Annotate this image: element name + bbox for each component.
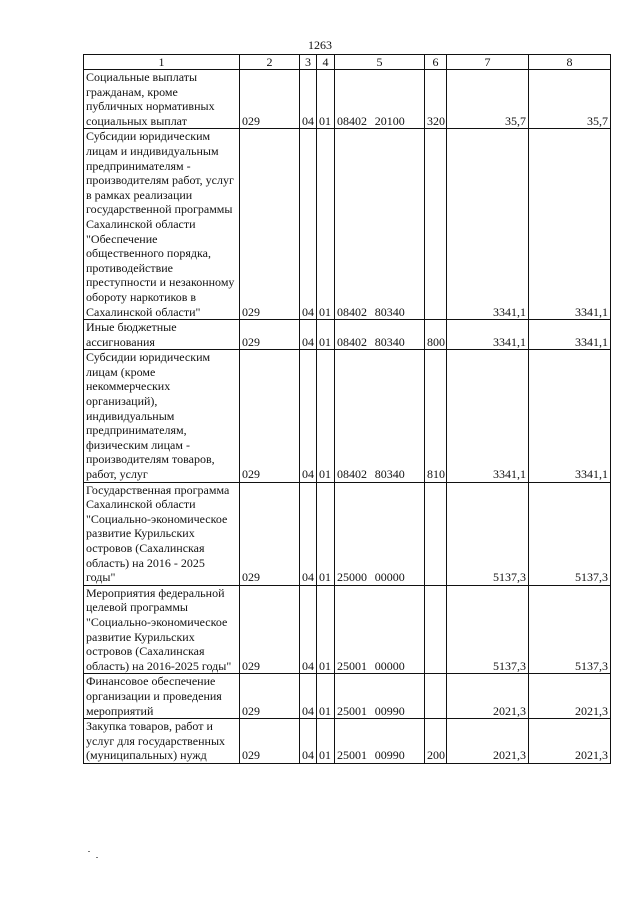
row-c5-cell: 08402 80340 bbox=[335, 350, 425, 482]
row-c7-cell: 3341,1 bbox=[447, 320, 529, 350]
row-c5-cell: 08402 80340 bbox=[335, 129, 425, 320]
scan-speck bbox=[88, 851, 90, 852]
row-name-cell: Государственная программа Сахалинской области "Социально-экономическое развитие Курильских островов (Сахалинская область) на 2016 - 2025 годы" bbox=[84, 482, 240, 585]
column-header: 3 bbox=[300, 55, 317, 70]
page-number: 1263 bbox=[308, 38, 332, 52]
row-c6-cell bbox=[425, 585, 447, 674]
row-c4-cell: 01 bbox=[317, 70, 335, 129]
row-c8-cell: 5137,3 bbox=[529, 585, 611, 674]
row-c2-cell: 029 bbox=[240, 482, 300, 585]
row-c5-cell: 08402 80340 bbox=[335, 320, 425, 350]
table-row bbox=[84, 70, 611, 129]
row-c2-cell: 029 bbox=[240, 320, 300, 350]
row-c3-cell: 04 bbox=[300, 70, 317, 129]
row-c3-cell: 04 bbox=[300, 482, 317, 585]
column-header: 5 bbox=[335, 55, 425, 70]
row-c2-cell: 029 bbox=[240, 129, 300, 320]
column-header: 7 bbox=[447, 55, 529, 70]
row-c4-cell: 01 bbox=[317, 674, 335, 719]
row-c8-cell: 3341,1 bbox=[529, 129, 611, 320]
row-name-cell: Субсидии юридическим лицам и индивидуальным предпринимателям - производителям работ, услуг в рамках реализации государственной программы Сахалинской области "Обеспечение общественного порядка, противодействие преступности и незаконному обороту наркотиков в Сахалинской области" bbox=[84, 129, 240, 320]
row-name-cell: Финансовое обеспечение организации и проведения мероприятий bbox=[84, 674, 240, 719]
row-c8-cell: 3341,1 bbox=[529, 320, 611, 350]
row-c3-cell: 04 bbox=[300, 674, 317, 719]
scan-speck bbox=[96, 857, 98, 858]
row-c8-cell: 2021,3 bbox=[529, 674, 611, 719]
row-c4-cell: 01 bbox=[317, 350, 335, 482]
column-header: 6 bbox=[425, 55, 447, 70]
column-header: 1 bbox=[84, 55, 240, 70]
row-c7-cell: 3341,1 bbox=[447, 350, 529, 482]
row-c6-cell bbox=[425, 482, 447, 585]
row-c6-cell bbox=[425, 129, 447, 320]
row-c8-cell: 5137,3 bbox=[529, 482, 611, 585]
table-row bbox=[84, 129, 611, 320]
row-c2-cell: 029 bbox=[240, 70, 300, 129]
column-header: 8 bbox=[529, 55, 611, 70]
row-c5-cell: 25000 00000 bbox=[335, 482, 425, 585]
table-row bbox=[84, 585, 611, 674]
row-c2-cell: 029 bbox=[240, 674, 300, 719]
table-row bbox=[84, 350, 611, 482]
row-c6-cell: 800 bbox=[425, 320, 447, 350]
row-c3-cell: 04 bbox=[300, 350, 317, 482]
row-c4-cell: 01 bbox=[317, 320, 335, 350]
table-row bbox=[84, 719, 611, 764]
row-name-cell: Иные бюджетные ассигнования bbox=[84, 320, 240, 350]
row-c5-cell: 25001 00990 bbox=[335, 674, 425, 719]
row-c5-cell: 25001 00000 bbox=[335, 585, 425, 674]
row-c7-cell: 5137,3 bbox=[447, 585, 529, 674]
row-c2-cell: 029 bbox=[240, 585, 300, 674]
table-row bbox=[84, 320, 611, 350]
column-header: 2 bbox=[240, 55, 300, 70]
row-c7-cell: 35,7 bbox=[447, 70, 529, 129]
row-c7-cell: 2021,3 bbox=[447, 674, 529, 719]
row-c4-cell: 01 bbox=[317, 585, 335, 674]
row-c8-cell: 2021,3 bbox=[529, 719, 611, 764]
row-c6-cell bbox=[425, 674, 447, 719]
row-c7-cell: 3341,1 bbox=[447, 129, 529, 320]
row-name-cell: Социальные выплаты гражданам, кроме публичных нормативных социальных выплат bbox=[84, 70, 240, 129]
row-c3-cell: 04 bbox=[300, 585, 317, 674]
row-c4-cell: 01 bbox=[317, 482, 335, 585]
table-row bbox=[84, 674, 611, 719]
row-c4-cell: 01 bbox=[317, 129, 335, 320]
table-row bbox=[84, 482, 611, 585]
row-name-cell: Субсидии юридическим лицам (кроме некоммерческих организаций), индивидуальным предпринимателям, физическим лицам - производителям товаров, работ, услуг bbox=[84, 350, 240, 482]
row-name-cell: Мероприятия федеральной целевой программы "Социально-экономическое развитие Курильских островов (Сахалинская область) на 2016-2025 годы" bbox=[84, 585, 240, 674]
budget-table bbox=[83, 54, 611, 764]
row-c3-cell: 04 bbox=[300, 320, 317, 350]
table-header-row bbox=[84, 55, 611, 70]
row-c7-cell: 2021,3 bbox=[447, 719, 529, 764]
row-c8-cell: 3341,1 bbox=[529, 350, 611, 482]
row-c6-cell: 320 bbox=[425, 70, 447, 129]
row-c3-cell: 04 bbox=[300, 719, 317, 764]
row-c7-cell: 5137,3 bbox=[447, 482, 529, 585]
row-c2-cell: 029 bbox=[240, 350, 300, 482]
column-header: 4 bbox=[317, 55, 335, 70]
row-name-cell: Закупка товаров, работ и услуг для государственных (муниципальных) нужд bbox=[84, 719, 240, 764]
row-c5-cell: 08402 20100 bbox=[335, 70, 425, 129]
row-c2-cell: 029 bbox=[240, 719, 300, 764]
row-c6-cell: 200 bbox=[425, 719, 447, 764]
row-c4-cell: 01 bbox=[317, 719, 335, 764]
row-c6-cell: 810 bbox=[425, 350, 447, 482]
row-c3-cell: 04 bbox=[300, 129, 317, 320]
row-c5-cell: 25001 00990 bbox=[335, 719, 425, 764]
row-c8-cell: 35,7 bbox=[529, 70, 611, 129]
